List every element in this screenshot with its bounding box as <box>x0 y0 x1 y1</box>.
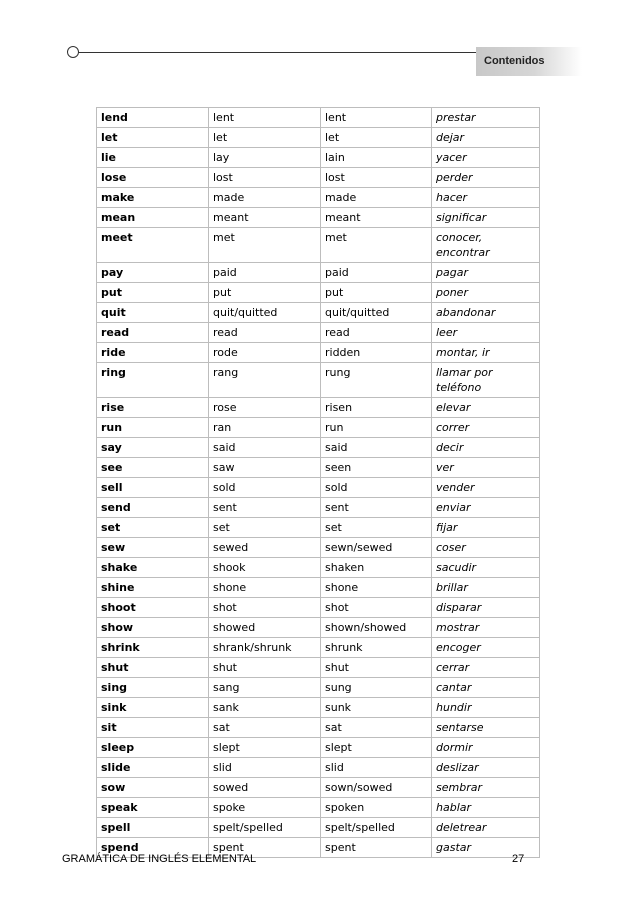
infinitive-cell: run <box>97 418 209 438</box>
infinitive-cell: sell <box>97 478 209 498</box>
past-participle-cell: lost <box>321 168 432 188</box>
footer-page-number: 27 <box>512 853 525 865</box>
table-row <box>97 558 540 578</box>
table-row <box>97 598 540 618</box>
infinitive-cell: show <box>97 618 209 638</box>
infinitive-cell: say <box>97 438 209 458</box>
infinitive-cell: meet <box>97 228 209 263</box>
past-participle-cell: shrunk <box>321 638 432 658</box>
spanish-meaning-cell: dejar <box>432 128 540 148</box>
past-participle-cell: sewn/sewed <box>321 538 432 558</box>
spanish-meaning-cell: cerrar <box>432 658 540 678</box>
infinitive-cell: slide <box>97 758 209 778</box>
spanish-meaning-cell: encoger <box>432 638 540 658</box>
infinitive-cell: lose <box>97 168 209 188</box>
past-simple-cell: lost <box>209 168 321 188</box>
past-participle-cell: seen <box>321 458 432 478</box>
past-simple-cell: saw <box>209 458 321 478</box>
irregular-verbs-table <box>96 107 540 858</box>
past-participle-cell: sent <box>321 498 432 518</box>
infinitive-cell: send <box>97 498 209 518</box>
past-participle-cell: quit/quitted <box>321 303 432 323</box>
infinitive-cell: lend <box>97 108 209 128</box>
spanish-meaning-cell: brillar <box>432 578 540 598</box>
verbs-table-body <box>97 108 540 858</box>
spanish-meaning-cell: dormir <box>432 738 540 758</box>
past-simple-cell: rang <box>209 363 321 398</box>
past-participle-cell: let <box>321 128 432 148</box>
past-simple-cell: shone <box>209 578 321 598</box>
past-simple-cell: shut <box>209 658 321 678</box>
past-simple-cell: spoke <box>209 798 321 818</box>
past-simple-cell: sang <box>209 678 321 698</box>
past-participle-cell: sung <box>321 678 432 698</box>
past-participle-cell: shone <box>321 578 432 598</box>
spanish-meaning-cell: decir <box>432 438 540 458</box>
past-participle-cell: paid <box>321 263 432 283</box>
past-participle-cell: sunk <box>321 698 432 718</box>
spanish-meaning-cell: perder <box>432 168 540 188</box>
past-participle-cell: shown/showed <box>321 618 432 638</box>
spanish-meaning-cell: coser <box>432 538 540 558</box>
spanish-meaning-cell: prestar <box>432 108 540 128</box>
spanish-meaning-cell: mostrar <box>432 618 540 638</box>
table-row <box>97 228 540 263</box>
infinitive-cell: read <box>97 323 209 343</box>
table-row <box>97 538 540 558</box>
table-row <box>97 323 540 343</box>
infinitive-cell: shoot <box>97 598 209 618</box>
spanish-meaning-cell: vender <box>432 478 540 498</box>
infinitive-cell: shine <box>97 578 209 598</box>
past-simple-cell: shrank/shrunk <box>209 638 321 658</box>
past-simple-cell: slept <box>209 738 321 758</box>
table-row <box>97 498 540 518</box>
table-row <box>97 458 540 478</box>
past-participle-cell: spent <box>321 838 432 858</box>
spanish-meaning-cell: ver <box>432 458 540 478</box>
spanish-meaning-cell: llamar por teléfono <box>432 363 540 398</box>
past-participle-cell: lent <box>321 108 432 128</box>
past-simple-cell: meant <box>209 208 321 228</box>
table-row <box>97 168 540 188</box>
table-row <box>97 108 540 128</box>
past-simple-cell: sold <box>209 478 321 498</box>
infinitive-cell: set <box>97 518 209 538</box>
spanish-meaning-cell: significar <box>432 208 540 228</box>
table-row <box>97 718 540 738</box>
spanish-meaning-cell: poner <box>432 283 540 303</box>
infinitive-cell: spell <box>97 818 209 838</box>
header-rule <box>76 52 476 53</box>
table-row <box>97 618 540 638</box>
table-row <box>97 263 540 283</box>
past-participle-cell: risen <box>321 398 432 418</box>
past-participle-cell: sat <box>321 718 432 738</box>
table-row <box>97 798 540 818</box>
infinitive-cell: see <box>97 458 209 478</box>
past-simple-cell: met <box>209 228 321 263</box>
spanish-meaning-cell: sentarse <box>432 718 540 738</box>
table-row <box>97 478 540 498</box>
table-row <box>97 283 540 303</box>
spanish-meaning-cell: deslizar <box>432 758 540 778</box>
spanish-meaning-cell: leer <box>432 323 540 343</box>
past-simple-cell: put <box>209 283 321 303</box>
past-simple-cell: spelt/spelled <box>209 818 321 838</box>
past-participle-cell: rung <box>321 363 432 398</box>
past-participle-cell: ridden <box>321 343 432 363</box>
infinitive-cell: sow <box>97 778 209 798</box>
past-simple-cell: sank <box>209 698 321 718</box>
infinitive-cell: lie <box>97 148 209 168</box>
table-row <box>97 778 540 798</box>
past-simple-cell: paid <box>209 263 321 283</box>
infinitive-cell: ring <box>97 363 209 398</box>
spanish-meaning-cell: montar, ir <box>432 343 540 363</box>
spanish-meaning-cell: abandonar <box>432 303 540 323</box>
spanish-meaning-cell: hacer <box>432 188 540 208</box>
past-simple-cell: rode <box>209 343 321 363</box>
past-participle-cell: put <box>321 283 432 303</box>
infinitive-cell: put <box>97 283 209 303</box>
past-simple-cell: read <box>209 323 321 343</box>
table-row <box>97 128 540 148</box>
past-participle-cell: sold <box>321 478 432 498</box>
table-row <box>97 148 540 168</box>
table-row <box>97 818 540 838</box>
infinitive-cell: pay <box>97 263 209 283</box>
table-row <box>97 418 540 438</box>
table-row <box>97 303 540 323</box>
infinitive-cell: shut <box>97 658 209 678</box>
table-row <box>97 188 540 208</box>
table-row <box>97 638 540 658</box>
past-simple-cell: sewed <box>209 538 321 558</box>
spanish-meaning-cell: hundir <box>432 698 540 718</box>
past-simple-cell: sat <box>209 718 321 738</box>
spanish-meaning-cell: pagar <box>432 263 540 283</box>
spanish-meaning-cell: fijar <box>432 518 540 538</box>
spanish-meaning-cell: deletrear <box>432 818 540 838</box>
past-simple-cell: lent <box>209 108 321 128</box>
infinitive-cell: quit <box>97 303 209 323</box>
infinitive-cell: rise <box>97 398 209 418</box>
past-participle-cell: slept <box>321 738 432 758</box>
past-participle-cell: shot <box>321 598 432 618</box>
past-participle-cell: meant <box>321 208 432 228</box>
spanish-meaning-cell: correr <box>432 418 540 438</box>
table-row <box>97 758 540 778</box>
infinitive-cell: sew <box>97 538 209 558</box>
past-simple-cell: shot <box>209 598 321 618</box>
header-circle-ornament <box>67 46 79 58</box>
spanish-meaning-cell: sembrar <box>432 778 540 798</box>
infinitive-cell: spend <box>97 838 209 858</box>
table-row <box>97 578 540 598</box>
table-row <box>97 398 540 418</box>
spanish-meaning-cell: cantar <box>432 678 540 698</box>
past-participle-cell: made <box>321 188 432 208</box>
past-simple-cell: slid <box>209 758 321 778</box>
past-participle-cell: slid <box>321 758 432 778</box>
past-simple-cell: quit/quitted <box>209 303 321 323</box>
table-row <box>97 698 540 718</box>
past-participle-cell: spoken <box>321 798 432 818</box>
spanish-meaning-cell: conocer, encontrar <box>432 228 540 263</box>
spanish-meaning-cell: enviar <box>432 498 540 518</box>
infinitive-cell: shake <box>97 558 209 578</box>
past-simple-cell: shook <box>209 558 321 578</box>
table-row <box>97 343 540 363</box>
infinitive-cell: sit <box>97 718 209 738</box>
spanish-meaning-cell: disparar <box>432 598 540 618</box>
table-row <box>97 678 540 698</box>
spanish-meaning-cell: yacer <box>432 148 540 168</box>
past-simple-cell: sowed <box>209 778 321 798</box>
footer-title: GRAMÁTICA DE INGLÉS ELEMENTAL <box>62 853 257 865</box>
spanish-meaning-cell: gastar <box>432 838 540 858</box>
infinitive-cell: mean <box>97 208 209 228</box>
past-simple-cell: made <box>209 188 321 208</box>
table-row <box>97 363 540 398</box>
past-participle-cell: met <box>321 228 432 263</box>
past-simple-cell: ran <box>209 418 321 438</box>
past-simple-cell: sent <box>209 498 321 518</box>
contenidos-tab[interactable]: Contenidos <box>476 47 582 76</box>
past-participle-cell: lain <box>321 148 432 168</box>
past-simple-cell: let <box>209 128 321 148</box>
infinitive-cell: sink <box>97 698 209 718</box>
past-simple-cell: lay <box>209 148 321 168</box>
past-participle-cell: shut <box>321 658 432 678</box>
past-participle-cell: sown/sowed <box>321 778 432 798</box>
past-simple-cell: showed <box>209 618 321 638</box>
past-participle-cell: said <box>321 438 432 458</box>
table-row <box>97 438 540 458</box>
past-participle-cell: shaken <box>321 558 432 578</box>
spanish-meaning-cell: sacudir <box>432 558 540 578</box>
spanish-meaning-cell: elevar <box>432 398 540 418</box>
infinitive-cell: sing <box>97 678 209 698</box>
past-simple-cell: set <box>209 518 321 538</box>
infinitive-cell: shrink <box>97 638 209 658</box>
infinitive-cell: ride <box>97 343 209 363</box>
infinitive-cell: let <box>97 128 209 148</box>
spanish-meaning-cell: hablar <box>432 798 540 818</box>
table-row <box>97 738 540 758</box>
past-participle-cell: read <box>321 323 432 343</box>
past-participle-cell: run <box>321 418 432 438</box>
past-simple-cell: said <box>209 438 321 458</box>
table-row <box>97 518 540 538</box>
infinitive-cell: make <box>97 188 209 208</box>
infinitive-cell: speak <box>97 798 209 818</box>
past-participle-cell: set <box>321 518 432 538</box>
past-simple-cell: rose <box>209 398 321 418</box>
table-row <box>97 208 540 228</box>
past-participle-cell: spelt/spelled <box>321 818 432 838</box>
infinitive-cell: sleep <box>97 738 209 758</box>
table-row <box>97 658 540 678</box>
past-simple-cell: spent <box>209 838 321 858</box>
